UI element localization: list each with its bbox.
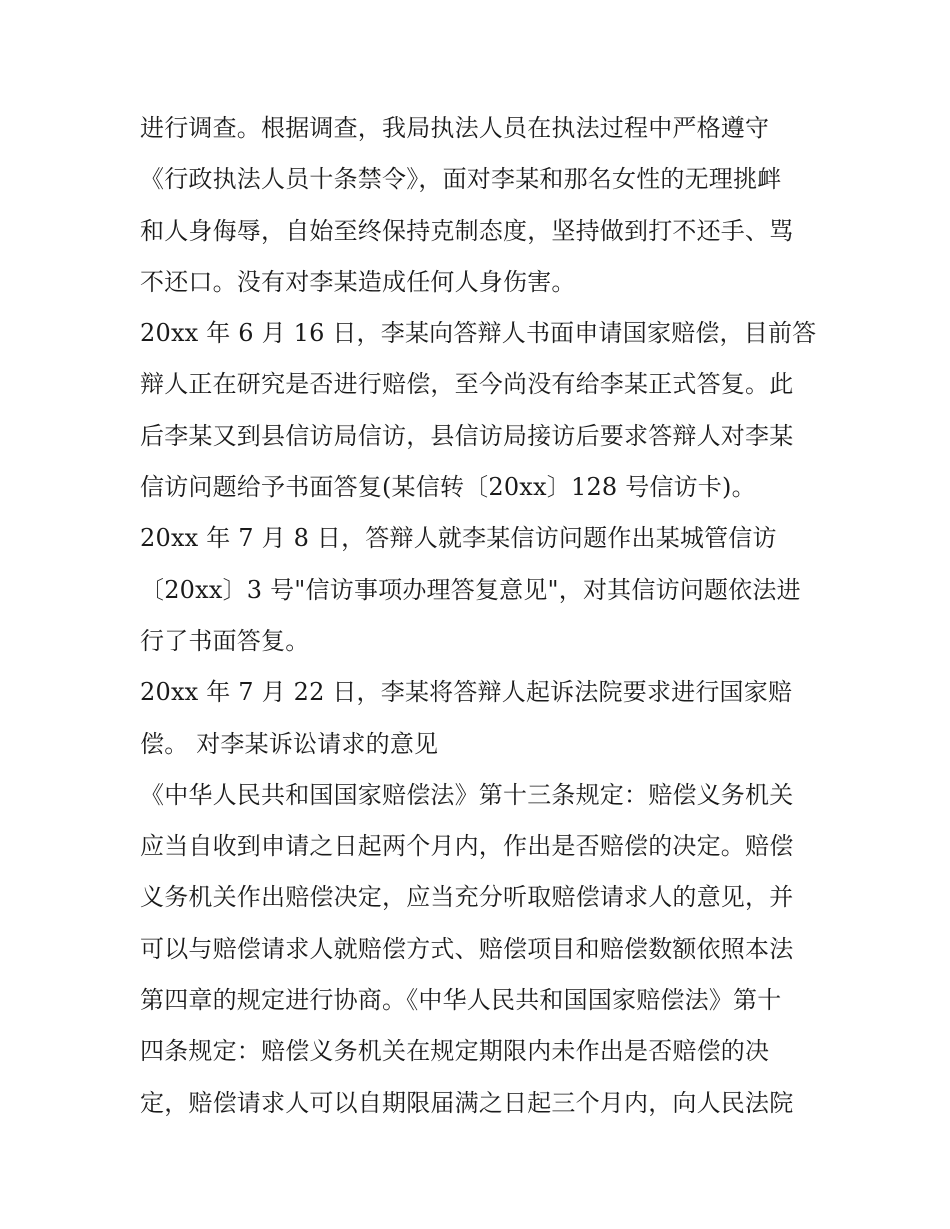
text-line: 四条规定：赔偿义务机关在规定期限内未作出是否赔偿的决: [140, 1037, 770, 1066]
text-line: 后李某又到县信访局信访，县信访局接访后要求答辩人对李某: [140, 421, 794, 450]
text-line: 20xx 年 7 月 8 日，答辩人就李某信访问题作出某城管信访: [140, 524, 777, 553]
text-line: 和人身侮辱，自始至终保持克制态度，坚持做到打不还手、骂: [140, 216, 794, 245]
text-line: 应当自收到申请之日起两个月内，作出是否赔偿的决定。赔偿: [140, 832, 794, 861]
text-line: 信访问题给予书面答复(某信转〔20xx〕128 号信访卡)。: [140, 473, 756, 502]
text-line: 《行政执法人员十条禁令》，面对李某和那名女性的无理挑衅: [140, 165, 782, 194]
text-line: 20xx 年 6 月 16 日，李某向答辩人书面申请国家赔偿，目前答: [140, 319, 817, 348]
text-line: 可以与赔偿请求人就赔偿方式、赔偿项目和赔偿数额依照本法: [140, 934, 794, 963]
text-line: 《中华人民共和国国家赔偿法》第十三条规定：赔偿义务机关: [140, 780, 794, 809]
text-line: 定，赔偿请求人可以自期限届满之日起三个月内，向人民法院: [140, 1088, 794, 1117]
text-line: 偿。 对李某诉讼请求的意见: [140, 729, 439, 758]
text-line: 进行调查。根据调查，我局执法人员在执法过程中严格遵守: [140, 114, 770, 142]
text-line: 行了书面答复。: [140, 626, 310, 655]
text-line: 义务机关作出赔偿决定，应当充分听取赔偿请求人的意见，并: [140, 883, 794, 912]
text-line: 第四章的规定进行协商。《中华人民共和国国家赔偿法》第十: [140, 986, 782, 1015]
document-body: [140, 103, 820, 1129]
text-line: 20xx 年 7 月 22 日，李某将答辩人起诉法院要求进行国家赔: [140, 678, 793, 707]
text-line: 辩人正在研究是否进行赔偿，至今尚没有给李某正式答复。此: [140, 370, 794, 399]
text-line: 〔20xx〕3 号"信访事项办理答复意见"，对其信访问题依法进: [140, 575, 801, 604]
text-line: 不还口。没有对李某造成任何人身伤害。: [140, 267, 576, 296]
